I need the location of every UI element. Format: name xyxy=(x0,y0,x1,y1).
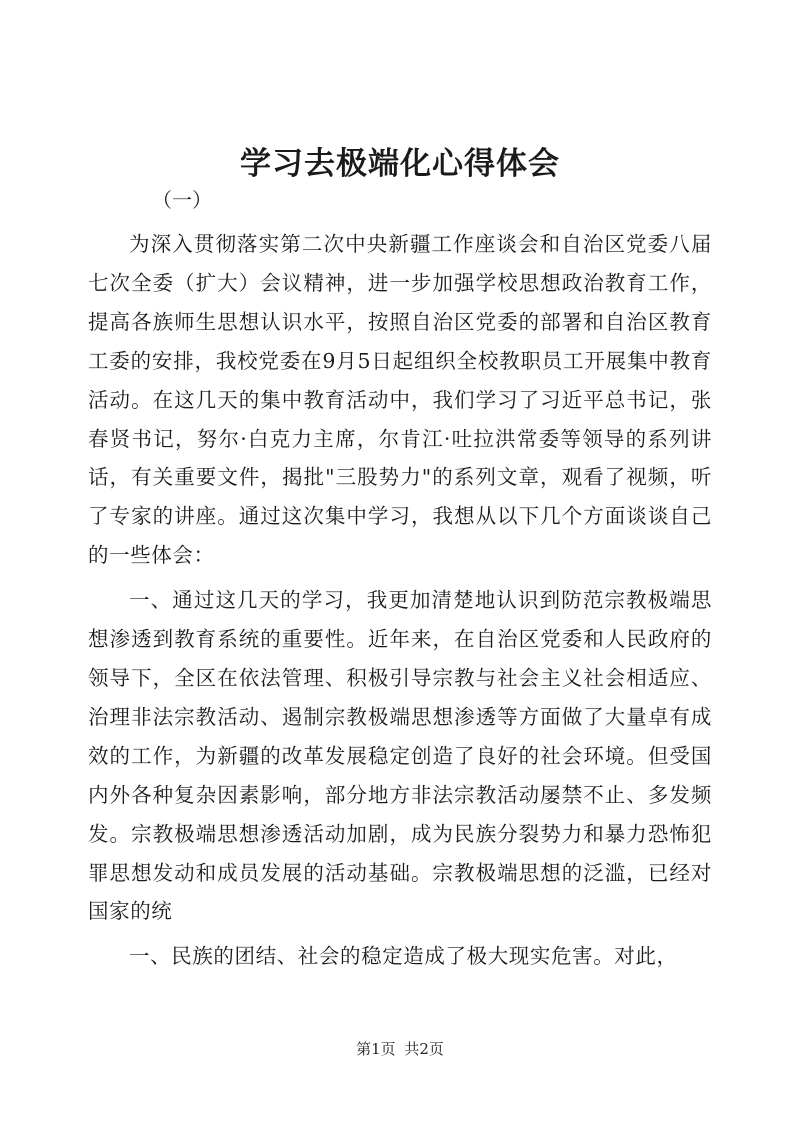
page-total: 共2页 xyxy=(404,1040,444,1058)
paragraph-point-one: 一、通过这几天的学习，我更加清楚地认识到防范宗教极端思想渗透到教育系统的重要性。近年来，在自治区党委和人民政府的领导下，全区在依法管理、积极引导宗教与社会主义社会相适应、治理非法宗教活动、遏制宗教极端思想渗透等方面做了大量卓有成效的工作，为新疆的改革发展稳定创造了良好的社会环境。但受国内外各种复杂因素影响，部分地方非法宗教活动屡禁不止、多发频发。宗教极端思想渗透活动加剧，成为民族分裂势力和暴力恐怖犯罪思想发动和成员发展的活动基础。宗教极端思想的泛滥，已经对国家的统 xyxy=(88,588,712,924)
section-marker: （一） xyxy=(152,188,212,212)
page-footer xyxy=(0,1038,800,1059)
page-number: 第1页 xyxy=(356,1040,396,1058)
paragraph-continuation: 一、民族的团结、社会的稳定造成了极大现实危害。对此， xyxy=(129,944,678,969)
paragraph-intro: 为深入贯彻落实第二次中央新疆工作座谈会和自治区党委八届七次全委（扩大）会议精神，进一步加强学校思想政治教育工作，提高各族师生思想认识水平，按照自治区党委的部署和自治区教育工委的安排，我校党委在9月5日起组织全校教职员工开展集中教育活动。在这几天的集中教育活动中，我们学习了习近平总书记，张春贤书记，努尔·白克力主席，尔肯江·吐拉洪常委等领导的系列讲话，有关重要文件，揭批"三股势力"的系列文章，观看了视频，听了专家的讲座。通过这次集中学习，我想从以下几个方面谈谈自己的一些体会： xyxy=(88,232,712,568)
document-title: 学习去极端化心得体会 xyxy=(240,146,560,182)
document-body xyxy=(88,225,712,982)
